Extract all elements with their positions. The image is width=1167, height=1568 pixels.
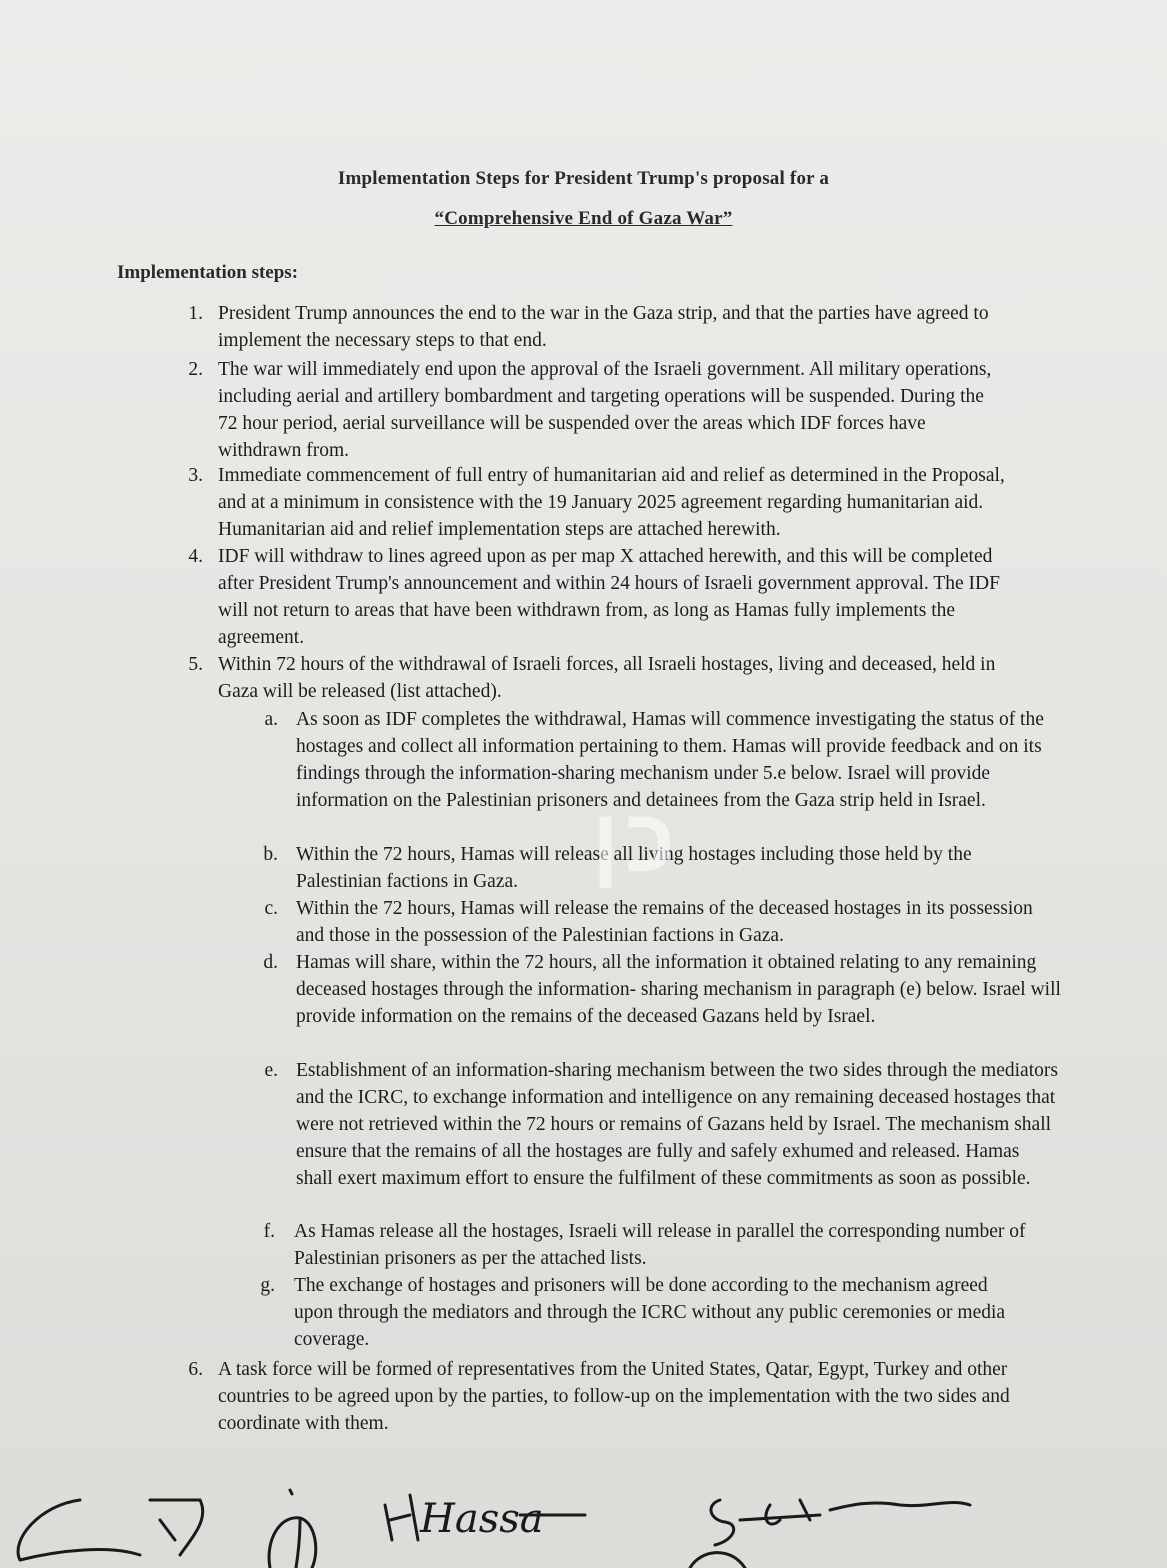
step-text: A task force will be formed of representatives from the United States, Qatar, Egypt, Turkey and other countries to be agreed upon by the parties, to follow-up on the implementation with the two sides and coordinate with them. [218, 1359, 1010, 1434]
step-text: The war will immediately end upon the approval of the Israeli government. All military operations, including aerial and artillery bombardment and targeting operations will be suspended. During the 72 hour period, aerial surveillance will be suspended over the areas which IDF forces have withdrawn from. [218, 359, 992, 461]
step-number: 5. [188, 654, 203, 675]
signature-1 [18, 1500, 203, 1560]
substep-letter: b. [263, 844, 278, 865]
substep-text: As Hamas release all the hostages, Israeli will release in parallel the corresponding number of Palestinian prisoners as per the attached lists. [294, 1221, 1026, 1269]
step-number: 4. [188, 546, 203, 567]
substep-text: As soon as IDF completes the withdrawal, Hamas will commence investigating the status of the hostages and collect all information pertaining to them. Hamas will provide feedback and on its findings through the information-sharing mechanism under 5.e below. Israel will provide information on the Palestinian prisoners and detainees from the Gaza strip held in Israel. [296, 709, 1044, 811]
substep-letter: d. [263, 952, 278, 973]
signature-3-text: Hassa [420, 1496, 544, 1542]
step-text: President Trump announces the end to the war in the Gaza strip, and that the parties have agreed to implement the necessary steps to that end. [218, 303, 989, 351]
step-number: 3. [188, 465, 203, 486]
substep-text: Within the 72 hours, Hamas will release all living hostages including those held by the Palestinian factions in Gaza. [296, 844, 972, 892]
substep-letter: a. [264, 709, 278, 730]
step-number: 1. [188, 303, 203, 324]
signature-3 [385, 1495, 418, 1540]
substep-text: Establishment of an information-sharing mechanism between the two sides through the mediators and the ICRC, to exchange information and intelligence on any remaining deceased hostages that were not retrieved within the 72 hours or remains of Gazans held by Israel. The mechanism shall ensure that the remains of all the hostages are fully and safely exhumed and released. Hamas shall exert maximum effort to ensure the fulfilment of these commitments as soon as possible. [296, 1060, 1058, 1189]
substep-text: The exchange of hostages and prisoners will be done according to the mechanism agreed upon through the mediators and through the ICRC without any public ceremonies or media coverage. [294, 1275, 1006, 1350]
step-number: 2. [188, 359, 203, 380]
step-number: 6. [188, 1359, 203, 1380]
substep-letter: f. [263, 1221, 275, 1242]
watermark: כן [592, 791, 681, 891]
substep-letter: e. [264, 1060, 278, 1081]
section-heading: Implementation steps: [117, 262, 299, 283]
substep-letter: c. [264, 898, 278, 919]
step-text: IDF will withdraw to lines agreed upon as per map X attached herewith, and this will be completed after President Trump's announcement and within 24 hours of Israeli government approval. The IDF will not return to areas that have been withdrawn from, as long as Hamas fully implements the agreement. [218, 546, 1000, 648]
step-text: Immediate commencement of full entry of humanitarian aid and relief as determined in the Proposal, and at a minimum in consistence with the 19 January 2025 agreement regarding humanitarian aid. Humanitarian aid and relief implementation steps are attached herewith. [218, 465, 1005, 540]
signature-2 [269, 1490, 316, 1568]
signatures [0, 1460, 1167, 1568]
document-subtitle: “Comprehensive End of Gaza War” [434, 208, 733, 229]
signature-4 [690, 1500, 970, 1568]
substep-text: Hamas will share, within the 72 hours, all the information it obtained relating to any remaining deceased hostages through the information- sharing mechanism in paragraph (e) below. Israel will provide information on the remains of the deceased Gazans held by Israel. [296, 952, 1061, 1027]
document-title: Implementation Steps for President Trump's proposal for a [337, 168, 830, 189]
substep-letter: g. [260, 1275, 275, 1296]
substep-text: Within the 72 hours, Hamas will release the remains of the deceased hostages in its possession and those in the possession of the Palestinian factions in Gaza. [296, 898, 1033, 946]
step-text: Within 72 hours of the withdrawal of Israeli forces, all Israeli hostages, living and deceased, held in Gaza will be released (list attached). [218, 654, 996, 702]
